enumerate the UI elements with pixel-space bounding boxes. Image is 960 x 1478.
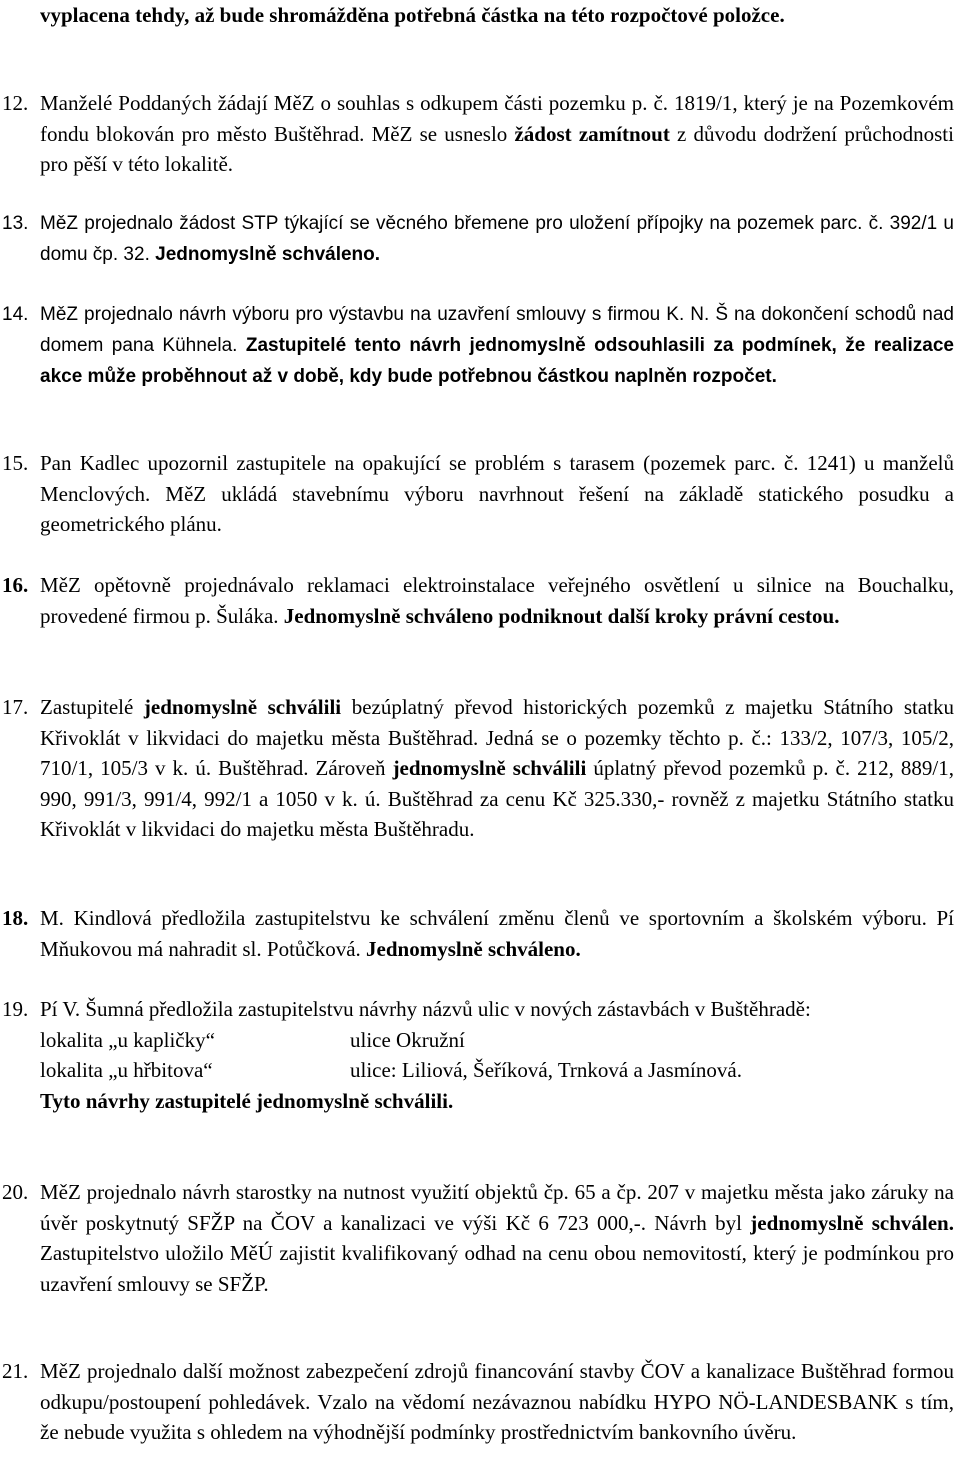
minutes-item-14 [2,299,954,392]
item-number: 20. [2,1180,29,1204]
item-text: Manželé Poddaných žádají MěZ o souhlas s odkupem části pozemku p. č. 1819/1, který je na Pozemkovém fondu blokován pro město Buštěhrad. MěZ se usneslo žádost zamítnout z důvodu dodržení průchodnosti pro pěší v této lokalitě. [40,91,954,176]
minutes-item-21 [2,1356,954,1448]
item-text: MěZ projednalo žádost STP týkající se věcného břemene pro uložení přípojky na pozemek parc. č. 392/1 u domu čp. 32. Jednomyslně schváleno. [40,213,954,265]
street-name-row: lokalita „u hřbitova“ ulice: Liliová, Šeříková, Trnková a Jasmínová. [40,1058,742,1082]
minutes-item-15 [2,448,954,540]
item-text: MěZ projednalo další možnost zabezpečení zdrojů financování stavby ČOV a kanalizace Buštěhrad formou odkupu/postoupení pohledávek. Vzalo na vědomí nezávaznou nabídku HYPO NÖ-LANDESBANK s tím, že nebude využita s ohledem na výhodnější podmínky prostřednictvím bankovního úvěru. [40,1359,954,1444]
minutes-item-13 [2,208,954,270]
item-text: MěZ projednalo návrh starostky na nutnost využití objektů čp. 65 a čp. 207 v majetku města jako záruky na úvěr poskytnutý SFŽP na ČOV a kanalizaci ve výši Kč 6 723 000,-. Návrh byl jednomyslně schválen. Zastupitelstvo uložilo MěÚ zajistit kvalifikovaný odhad na cenu obou nemovitostí, který je podmínkou pro uzavření smlouvy se SFŽP. [40,1180,954,1296]
item-number: 15. [2,451,29,475]
item-text: MěZ projednalo návrh výboru pro výstavbu na uzavření smlouvy s firmou K. N. Š na dokončení schodů nad domem pana Kühnela. Zastupitelé tento návrh jednomyslně odsouhlasili za podmínek, že realizace akce může proběhnout až v době, kdy bude potřebnou částkou naplněn rozpočet. [40,304,955,387]
minutes-item-18 [2,903,954,964]
item-text: MěZ opětovně projednávalo reklamaci elektroinstalace veřejného osvětlení u silnice na Bouchalku, provedené firmou p. Šuláka. Jednomyslně schváleno podniknout další kroky právní cestou. [40,573,954,628]
minutes-item-20 [2,1177,954,1299]
street-name-row: lokalita „u kapličky“ ulice Okružní [40,1027,465,1052]
minutes-item-12 [2,88,954,180]
intro-bold-text: vyplacena tehdy, až bude shromážděna potřebná částka na této rozpočtové položce. [40,3,785,27]
item-number: 16. [2,573,29,597]
item-text: Pan Kadlec upozornil zastupitele na opakující se problém s tarasem (pozemek parc. č. 1241) u manželů Menclových. MěZ ukládá stavebnímu výboru navrhnout řešení na základě statického posudku a geometrického plánu. [40,451,954,536]
item-number: 21. [2,1359,29,1383]
item-text: M. Kindlová předložila zastupitelstvu ke schválení změnu členů ve sportovním a školském výboru. Pí Mňukovou má nahradit sl. Potůčková. Jednomyslně schváleno. [40,906,954,961]
minutes-item-17 [2,692,954,845]
minutes-item-16 [2,570,954,631]
item-number: 12. [2,91,29,115]
intro-paragraph [40,0,954,31]
minutes-item-19 [2,994,954,1116]
item-number: 18. [2,906,29,930]
item-text: Pí V. Šumná předložila zastupitelstvu návrhy názvů ulic v nových zástavbách v Buštěhradě: lokalita „u kapličky“ ulice Okružní lokalita „u hřbitova“ ulice: Liliová, Šeříková, Trnková a Jasmínová. Tyto návrhy zastupitelé jednomyslně schválili. [40,994,954,1116]
item-number: 17. [2,695,29,719]
item-number: 13. [2,213,29,234]
item-text: Zastupitelé jednomyslně schválili bezúplatný převod historických pozemků z majetku Státního statku Křivoklát v likvidaci do majetku města Buštěhrad. Jedná se o pozemky těchto p. č.: 133/2, 107/3, 105/2, 710/1, 105/3 v k. ú. Buštěhrad. Zároveň jednomyslně schválili úplatný převod pozemků p. č. 212, 889/1, 990, 991/3, 991/4, 992/1 a 1050 v k. ú. Buštěhrad za cenu Kč 325.330,- rovněž z majetku Státního statku Křivoklát v likvidaci do majetku města Buštěhradu. [40,695,955,841]
item-number: 19. [2,997,29,1021]
item-number: 14. [2,304,29,325]
